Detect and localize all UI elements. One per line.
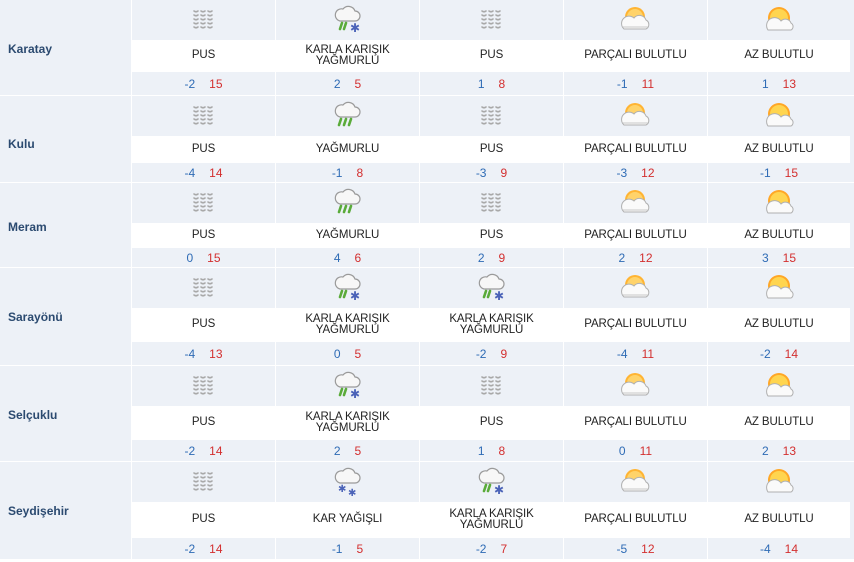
- temperature-range: [276, 538, 419, 559]
- condition-label: PUS: [132, 136, 275, 164]
- min-temperature: 0: [186, 250, 194, 265]
- max-temperature: 14: [209, 165, 223, 180]
- partly-cloudy-icon: [564, 183, 707, 223]
- temperature-range: [708, 72, 850, 95]
- temperature-range: [564, 248, 707, 267]
- condition-label: AZ BULUTLU: [708, 502, 850, 539]
- condition-label: KARLA KARIŞIK YAĞMURLU: [276, 406, 419, 441]
- temperature-range: [564, 538, 707, 559]
- forecast-cell: [419, 462, 563, 559]
- temperature-range: [420, 538, 563, 559]
- temperature-range: [420, 72, 563, 95]
- forecast-cell: [131, 366, 275, 461]
- max-temperature: 9: [500, 165, 508, 180]
- min-temperature: -3: [616, 165, 628, 180]
- min-temperature: -1: [759, 165, 771, 180]
- max-temperature: 11: [641, 76, 655, 91]
- condition-label: PUS: [132, 406, 275, 441]
- temperature-range: [564, 72, 707, 95]
- fog-icon: [132, 96, 275, 136]
- district-row: [0, 0, 854, 96]
- max-temperature: 13: [209, 346, 223, 361]
- min-temperature: -5: [616, 541, 628, 556]
- min-temperature: 2: [333, 76, 341, 91]
- fog-icon: [420, 183, 563, 223]
- district-name: Sarayönü: [8, 310, 63, 324]
- fog-icon: [420, 96, 563, 136]
- max-temperature: 8: [356, 165, 364, 180]
- district-row: [0, 96, 854, 183]
- condition-label: PUS: [420, 223, 563, 249]
- temperature-range: [708, 440, 850, 461]
- min-temperature: -2: [759, 346, 771, 361]
- rain-icon: [276, 183, 419, 223]
- forecast-cell: [563, 268, 707, 365]
- max-temperature: 15: [209, 76, 223, 91]
- max-temperature: 6: [354, 250, 362, 265]
- partly-cloudy-icon: [564, 96, 707, 136]
- min-temperature: -4: [184, 346, 196, 361]
- temperature-range: [564, 163, 707, 182]
- condition-label: AZ BULUTLU: [708, 136, 850, 164]
- partly-cloudy-icon: [564, 366, 707, 406]
- temperature-range: [420, 248, 563, 267]
- fog-icon: [420, 366, 563, 406]
- mostly-sunny-icon: [708, 268, 850, 308]
- min-temperature: 4: [333, 250, 341, 265]
- min-temperature: -4: [616, 346, 628, 361]
- mostly-sunny-icon: [708, 0, 850, 40]
- condition-label: PARÇALI BULUTLU: [564, 40, 707, 73]
- forecast-cell: [275, 462, 419, 559]
- forecast-cell: [563, 183, 707, 267]
- svg-text:✱: ✱: [493, 482, 504, 497]
- forecast-cell: [563, 462, 707, 559]
- min-temperature: -4: [759, 541, 771, 556]
- svg-text:✱: ✱: [347, 487, 356, 497]
- min-temperature: -1: [331, 165, 343, 180]
- condition-label: KARLA KARIŞIK YAĞMURLU: [276, 40, 419, 73]
- forecast-cell: [275, 366, 419, 461]
- temperature-range: [132, 538, 275, 559]
- partly-cloudy-icon: [564, 462, 707, 502]
- condition-label: KARLA KARIŞIK YAĞMURLU: [420, 502, 563, 539]
- temperature-range: [708, 163, 850, 182]
- min-temperature: 0: [618, 443, 626, 458]
- max-temperature: 5: [354, 443, 362, 458]
- sleet-icon: [276, 366, 419, 406]
- forecast-cell: [419, 96, 563, 182]
- fog-icon: [132, 0, 275, 40]
- forecast-cell: [419, 183, 563, 267]
- temperature-range: [708, 248, 850, 267]
- condition-label: PUS: [420, 40, 563, 73]
- min-temperature: 1: [477, 76, 485, 91]
- max-temperature: 9: [500, 346, 508, 361]
- forecast-cell: [419, 0, 563, 95]
- condition-label: PUS: [132, 502, 275, 539]
- forecast-cell: [707, 462, 850, 559]
- mostly-sunny-icon: [708, 183, 850, 223]
- max-temperature: 5: [356, 541, 364, 556]
- temperature-range: [708, 342, 850, 365]
- fog-icon: [132, 462, 275, 502]
- condition-label: PUS: [132, 223, 275, 249]
- min-temperature: 1: [761, 76, 769, 91]
- condition-label: KARLA KARIŞIK YAĞMURLU: [420, 308, 563, 343]
- min-temperature: 2: [333, 443, 341, 458]
- forecast-cell: [563, 366, 707, 461]
- temperature-range: [420, 163, 563, 182]
- condition-label: PARÇALI BULUTLU: [564, 136, 707, 164]
- forecast-cell: [707, 268, 850, 365]
- max-temperature: 15: [207, 250, 221, 265]
- forecast-cell: [707, 183, 850, 267]
- max-temperature: 14: [784, 346, 799, 361]
- min-temperature: -1: [331, 541, 343, 556]
- max-temperature: 12: [639, 250, 653, 265]
- condition-label: YAĞMURLU: [276, 223, 419, 249]
- forecast-cell: [131, 268, 275, 365]
- min-temperature: -3: [475, 165, 487, 180]
- district-row: [0, 366, 854, 462]
- forecast-cell: [707, 366, 850, 461]
- district-name: Seydişehir: [8, 504, 69, 518]
- forecast-cell: [131, 96, 275, 182]
- partly-cloudy-icon: [564, 268, 707, 308]
- forecast-cell: [707, 0, 850, 95]
- max-temperature: 5: [354, 346, 362, 361]
- temperature-range: [132, 248, 275, 267]
- forecast-cell: [275, 96, 419, 182]
- condition-label: KARLA KARIŞIK YAĞMURLU: [276, 308, 419, 343]
- max-temperature: 8: [498, 76, 506, 91]
- forecast-cell: [131, 183, 275, 267]
- temperature-range: [132, 163, 275, 182]
- min-temperature: -2: [184, 76, 196, 91]
- min-temperature: 1: [477, 443, 485, 458]
- forecast-cell: [275, 0, 419, 95]
- condition-label: AZ BULUTLU: [708, 406, 850, 441]
- condition-label: PARÇALI BULUTLU: [564, 502, 707, 539]
- max-temperature: 15: [784, 165, 799, 180]
- sleet-icon: [420, 268, 563, 308]
- district-row: [0, 462, 854, 560]
- max-temperature: 9: [498, 250, 506, 265]
- forecast-cell: [563, 96, 707, 182]
- condition-label: PUS: [132, 40, 275, 73]
- condition-label: PUS: [420, 406, 563, 441]
- temperature-range: [564, 440, 707, 461]
- fog-icon: [420, 0, 563, 40]
- max-temperature: 11: [639, 443, 653, 458]
- min-temperature: 2: [618, 250, 626, 265]
- rain-icon: [276, 96, 419, 136]
- condition-label: KAR YAĞIŞLI: [276, 502, 419, 539]
- forecast-cell: [131, 0, 275, 95]
- forecast-cell: [419, 366, 563, 461]
- svg-text:✱: ✱: [349, 288, 360, 303]
- district-name: Meram: [8, 220, 47, 234]
- temperature-range: [276, 248, 419, 267]
- max-temperature: 14: [209, 443, 223, 458]
- temperature-range: [132, 440, 275, 461]
- district-name: Kulu: [8, 137, 35, 151]
- max-temperature: 7: [500, 541, 508, 556]
- condition-label: AZ BULUTLU: [708, 308, 850, 343]
- snow-icon: [276, 462, 419, 502]
- min-temperature: 2: [477, 250, 485, 265]
- forecast-cell: [131, 462, 275, 559]
- forecast-cell: [563, 0, 707, 95]
- condition-label: YAĞMURLU: [276, 136, 419, 164]
- forecast-cell: [275, 183, 419, 267]
- min-temperature: -2: [475, 541, 487, 556]
- max-temperature: 12: [641, 165, 655, 180]
- max-temperature: 5: [354, 76, 362, 91]
- max-temperature: 14: [209, 541, 223, 556]
- temperature-range: [132, 72, 275, 95]
- condition-label: PUS: [420, 136, 563, 164]
- min-temperature: -1: [616, 76, 628, 91]
- max-temperature: 12: [641, 541, 655, 556]
- min-temperature: -2: [475, 346, 487, 361]
- forecast-cell: [275, 268, 419, 365]
- district-row: [0, 183, 854, 268]
- max-temperature: 11: [641, 346, 655, 361]
- svg-text:✱: ✱: [337, 483, 346, 495]
- svg-text:✱: ✱: [349, 386, 360, 401]
- min-temperature: -4: [184, 165, 196, 180]
- forecast-cell: [707, 96, 850, 182]
- sleet-icon: [276, 0, 419, 40]
- district-row: [0, 268, 854, 366]
- max-temperature: 14: [784, 541, 799, 556]
- condition-label: PARÇALI BULUTLU: [564, 223, 707, 249]
- condition-label: PUS: [132, 308, 275, 343]
- forecast-cell: [419, 268, 563, 365]
- district-name: Karatay: [8, 42, 53, 56]
- mostly-sunny-icon: [708, 96, 850, 136]
- temperature-range: [564, 342, 707, 365]
- min-temperature: -2: [184, 443, 196, 458]
- min-temperature: 3: [761, 250, 769, 265]
- condition-label: PARÇALI BULUTLU: [564, 406, 707, 441]
- min-temperature: 2: [761, 443, 769, 458]
- svg-text:✱: ✱: [349, 20, 360, 35]
- temperature-range: [132, 342, 275, 365]
- district-name: Selçuklu: [8, 408, 58, 422]
- partly-cloudy-icon: [564, 0, 707, 40]
- temperature-range: [276, 342, 419, 365]
- fog-icon: [132, 268, 275, 308]
- temperature-range: [420, 342, 563, 365]
- condition-label: PARÇALI BULUTLU: [564, 308, 707, 343]
- max-temperature: 13: [782, 76, 797, 91]
- condition-label: AZ BULUTLU: [708, 223, 850, 249]
- temperature-range: [708, 538, 850, 559]
- temperature-range: [276, 163, 419, 182]
- min-temperature: -2: [184, 541, 196, 556]
- temperature-range: [276, 440, 419, 461]
- mostly-sunny-icon: [708, 462, 850, 502]
- svg-text:✱: ✱: [493, 288, 504, 303]
- mostly-sunny-icon: [708, 366, 850, 406]
- temperature-range: [276, 72, 419, 95]
- max-temperature: 15: [782, 250, 797, 265]
- max-temperature: 13: [782, 443, 797, 458]
- sleet-icon: [276, 268, 419, 308]
- sleet-icon: [420, 462, 563, 502]
- temperature-range: [420, 440, 563, 461]
- min-temperature: 0: [333, 346, 341, 361]
- fog-icon: [132, 183, 275, 223]
- condition-label: AZ BULUTLU: [708, 40, 850, 73]
- max-temperature: 8: [498, 443, 506, 458]
- fog-icon: [132, 366, 275, 406]
